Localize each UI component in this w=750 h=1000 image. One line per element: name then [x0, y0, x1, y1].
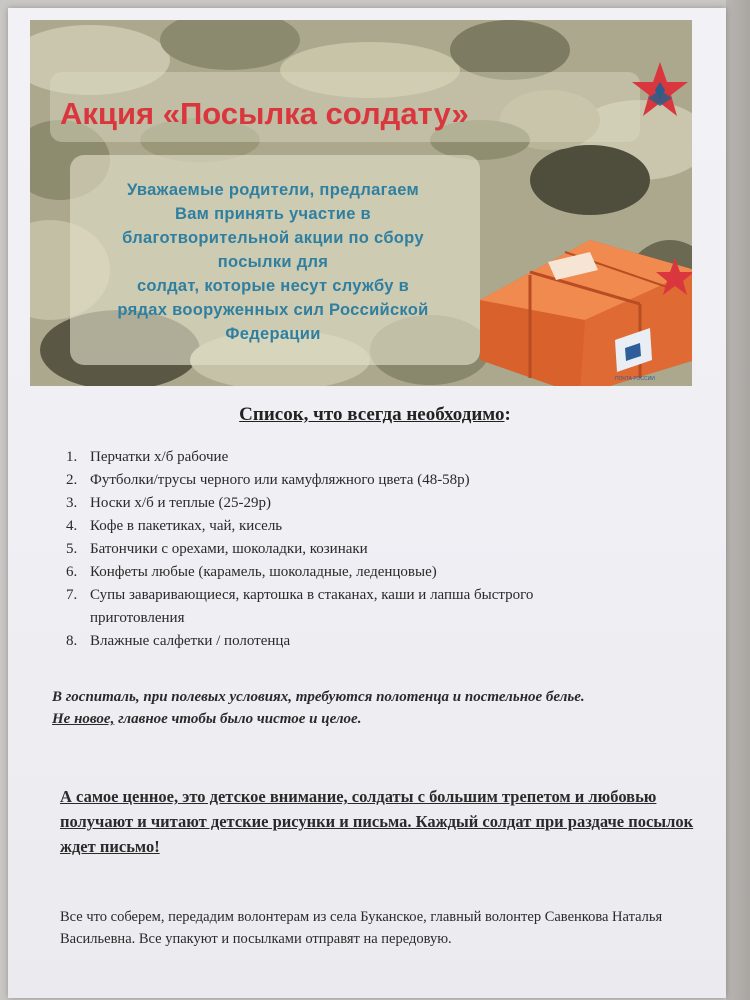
- hospital-note-underlined: Не новое,: [52, 711, 115, 727]
- item-text: Перчатки х/б рабочие: [90, 449, 229, 465]
- appeal-line: Уважаемые родители, предлагаем: [126, 181, 419, 199]
- item-number: 7.: [66, 587, 78, 603]
- item-text: Влажные салфетки / полотенца: [90, 633, 291, 649]
- item-number: 2.: [66, 472, 78, 488]
- item-number: 3.: [66, 495, 78, 511]
- item-text: Футболки/трусы черного или камуфляжного цвета (48-58р): [90, 472, 470, 488]
- children-note: А самое ценное, это детское внимание, солдаты с большим трепетом и любовью получают и читают детские рисунки и письма. Каждый солдат при раздаче посылок ждет письмо!: [60, 787, 694, 856]
- list-title-text: Список, что всегда необходимо: [239, 404, 505, 425]
- hospital-note: [52, 686, 702, 730]
- appeal-line: Вам принять участие в: [174, 205, 371, 223]
- supplies-list: [66, 446, 626, 653]
- hospital-note-line1: В госпиталь, при полевых условиях, требуются полотенца и постельное белье.: [52, 689, 585, 705]
- list-item: [66, 584, 626, 630]
- list-title-suffix: :: [504, 404, 511, 425]
- list-item: [66, 492, 626, 515]
- list-item: [66, 630, 626, 653]
- item-text: Конфеты любые (карамель, шоколадные, леденцовые): [90, 564, 437, 580]
- list-item: [66, 561, 626, 584]
- list-item: [66, 538, 626, 561]
- star-icon: [630, 60, 690, 120]
- hospital-note-line2: [52, 708, 702, 730]
- list-item: [66, 446, 626, 469]
- item-number: 6.: [66, 564, 78, 580]
- item-text: Кофе в пакетиках, чай, кисель: [90, 518, 283, 534]
- background-edge: [726, 0, 750, 1000]
- item-text: Супы заваривающиеся, картошка в стаканах, каши и лапша быстрого приготовления: [90, 587, 534, 626]
- list-title: [0, 404, 750, 426]
- item-number: 4.: [66, 518, 78, 534]
- appeal-line: Федерации: [225, 325, 321, 343]
- item-number: 5.: [66, 541, 78, 557]
- appeal-line: благотворительной акции по сбору: [122, 229, 424, 247]
- hospital-note-rest: главное чтобы было чистое и целое.: [114, 711, 362, 727]
- banner-title: Акция «Посылка солдату»: [60, 96, 469, 131]
- parcel-icon: [470, 200, 692, 386]
- item-text: Батончики с орехами, шоколадки, козинаки: [90, 541, 368, 557]
- appeal-line: солдат, которые несут службу в: [136, 277, 410, 295]
- banner-appeal: [78, 178, 468, 346]
- banner: [30, 20, 692, 386]
- parcel-label: ПОЧТА РОССИИ: [615, 376, 655, 382]
- item-number: 8.: [66, 633, 78, 649]
- item-number: 1.: [66, 449, 78, 465]
- volunteer-note: Все что соберем, передадим волонтерам из села Буканское, главный волонтер Савенкова Наталья Васильевна. Все упакуют и посылками отправят на передовую.: [60, 909, 663, 947]
- list-item: [66, 469, 626, 492]
- appeal-line: рядах вооруженных сил Российской: [117, 301, 429, 319]
- appeal-line: посылки для: [217, 253, 329, 271]
- item-text: Носки х/б и теплые (25-29р): [90, 495, 271, 511]
- list-item: [66, 515, 626, 538]
